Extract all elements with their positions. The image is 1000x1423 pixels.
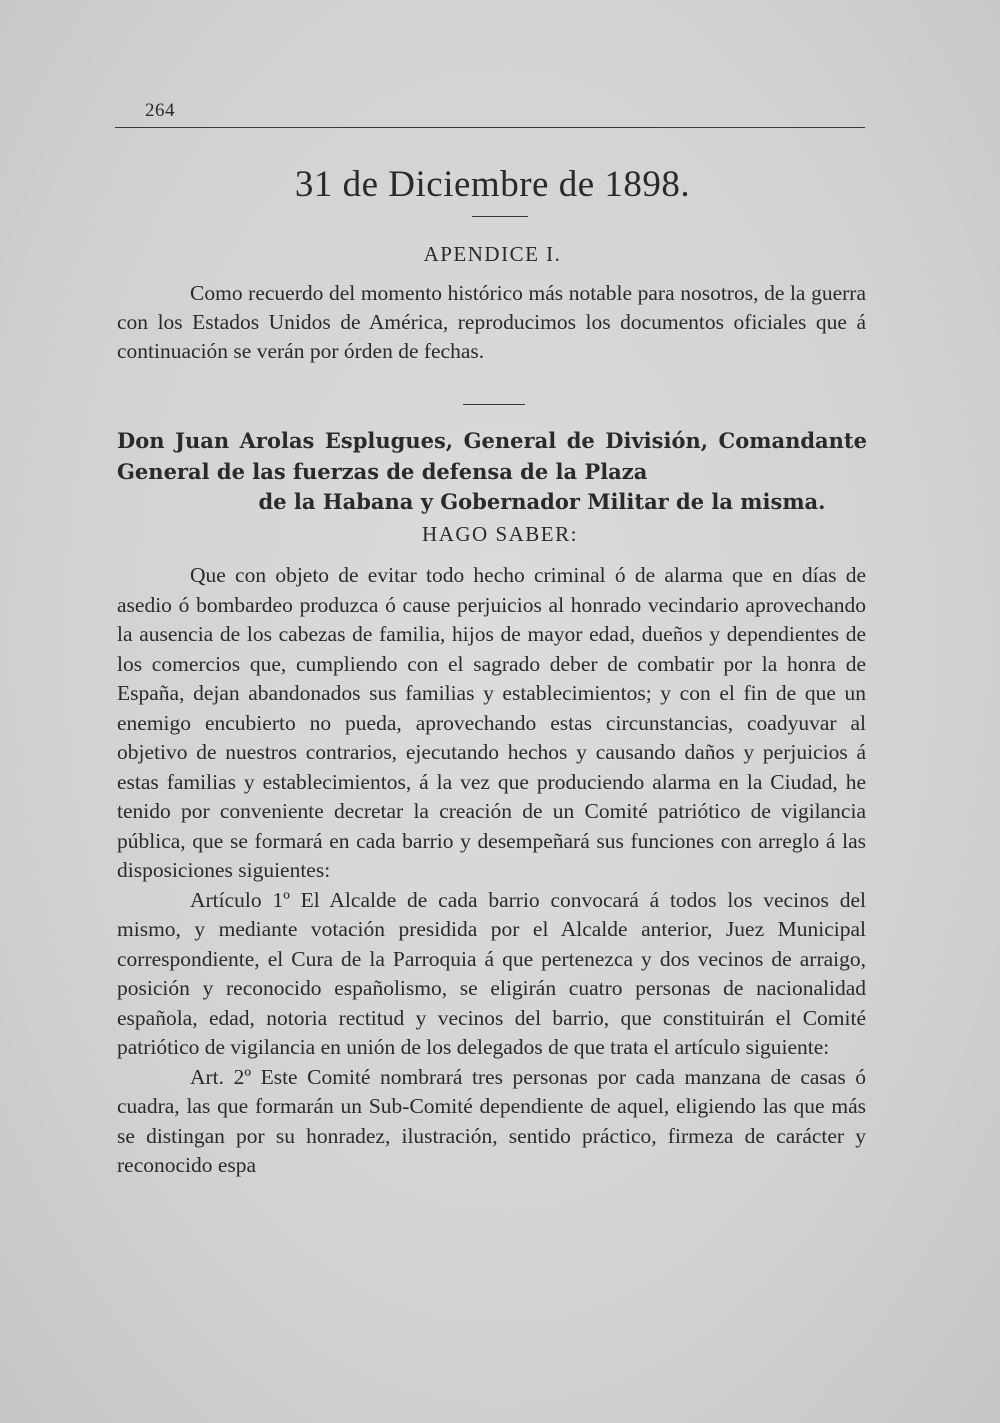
- decree-title-last-line: de la Habana y Gobernador Militar de la misma.: [258, 489, 826, 514]
- header-rule: [115, 127, 865, 128]
- date-heading: 31 de Diciembre de 1898.: [294, 164, 691, 205]
- article-1-paragraph: Artículo 1º El Alcalde de cada barrio convocará á todos los vecinos del mismo, y mediante votación presidida por el Alcalde anterior, Juez Municipal correspondiente, el Cura de la Parroquia á que pertenezca y dos vecinos de arraigo, posición y reconocido españolismo, se eligirán cuatro personas de nacionalidad española, edad, notoria rectitud y vecinos del barrio, que constituirán el Comité patriótico de vigilancia en unión de los delegados de que trata el artículo siguiente:: [117, 887, 866, 1059]
- decree-title-main: Don Juan Arolas Esplugues, General de División, Comandante General de las fuerzas de defensa de la Plaza: [117, 428, 867, 484]
- body-paragraph: Que con objeto de evitar todo hecho criminal ó de alarma que en días de asedio ó bombardeo produzca ó cause perjuicios al honrado vecindario aprovechando la ausencia de los cabezas de familia, hijos de mayor edad, dueños y dependientes de los comercios que, cumpliendo con el sagrado deber de combatir por la honra de España, dejan abandonados sus familias y establecimientos; y con el fin de que un enemigo encubierto no pueda, aprovechando estas circunstancias, coadyuvar al objetivo de nuestros contrarios, ejecutando hechos y causando daños y perjuicios á estas familias y establecimientos, á la vez que produciendo alarma en la Ciudad, he tenido por conveniente decretar la creación de un Comité patriótico de vigilancia pública, que se formará en cada barrio y desempeñará sus funciones con arreglo á las disposiciones siguientes:: [117, 563, 866, 882]
- intro-block: [117, 279, 866, 367]
- section-divider-2: [463, 404, 525, 405]
- section-divider: [472, 216, 528, 217]
- intro-paragraph: Como recuerdo del momento histórico más notable para nosotros, de la guerra con los Estados Unidos de América, reproducimos los documentos oficiales que á continuación se verán por órden de fechas.: [117, 281, 866, 364]
- proclamation-heading: HAGO SABER:: [422, 522, 578, 546]
- page-number: 264: [145, 100, 175, 121]
- decree-title: [117, 426, 867, 518]
- decree-body: [117, 561, 866, 1181]
- appendix-heading: APENDICE I.: [423, 242, 562, 266]
- article-2-paragraph: Art. 2º Este Comité nombrará tres personas por cada manzana de casas ó cuadra, las que formarán un Sub-Comité dependiente de aquel, eligiendo las que más se distingan por su honradez, ilustración, sentido práctico, firmeza de carácter y reconocido espa: [117, 1064, 866, 1177]
